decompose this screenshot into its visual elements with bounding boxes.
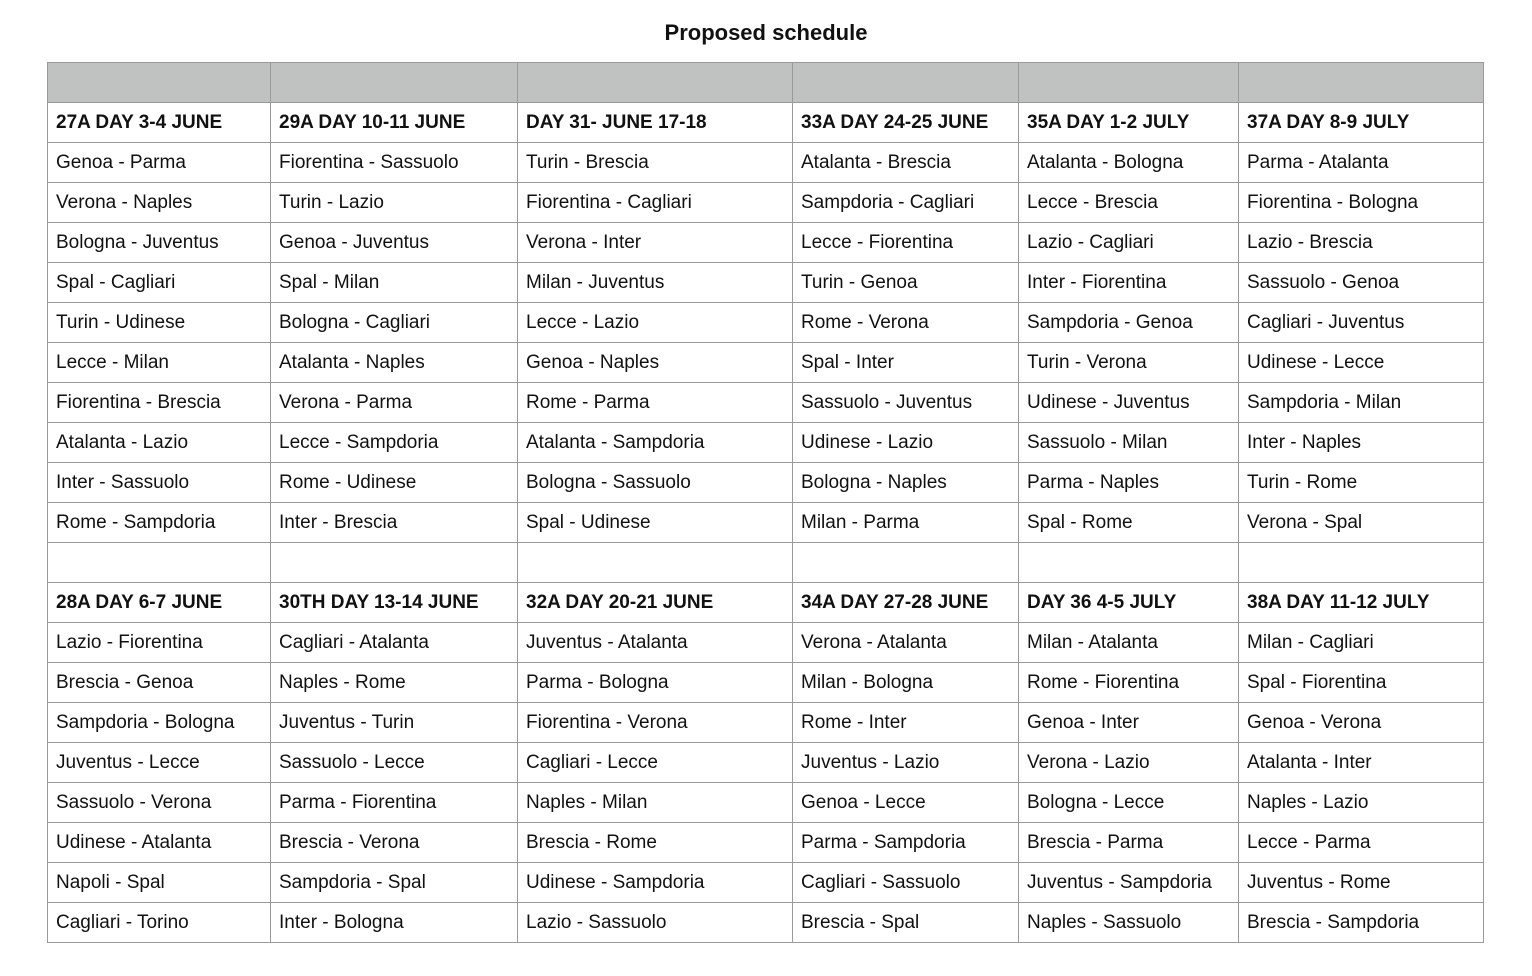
match-cell: Atalanta - Sampdoria <box>518 423 793 463</box>
match-cell: Rome - Sampdoria <box>48 503 271 543</box>
match-cell: Fiorentina - Verona <box>518 703 793 743</box>
round-label: 29A DAY 10-11 JUNE <box>271 103 518 143</box>
match-cell: Lecce - Parma <box>1239 823 1484 863</box>
match-cell: Milan - Cagliari <box>1239 623 1484 663</box>
page-title: Proposed schedule <box>664 20 868 45</box>
match-cell: Inter - Naples <box>1239 423 1484 463</box>
empty-cell <box>1019 63 1239 103</box>
match-cell: Verona - Atalanta <box>793 623 1019 663</box>
empty-cell <box>793 63 1019 103</box>
match-cell: Cagliari - Lecce <box>518 743 793 783</box>
match-cell: Udinese - Lecce <box>1239 343 1484 383</box>
match-cell: Napoli - Spal <box>48 863 271 903</box>
match-row <box>48 863 1484 903</box>
match-cell: Spal - Rome <box>1019 503 1239 543</box>
match-cell: Naples - Milan <box>518 783 793 823</box>
round-label: DAY 36 4-5 JULY <box>1019 583 1239 623</box>
match-row <box>48 303 1484 343</box>
match-cell: Turin - Genoa <box>793 263 1019 303</box>
match-cell: Naples - Rome <box>271 663 518 703</box>
match-cell: Milan - Parma <box>793 503 1019 543</box>
match-cell: Genoa - Lecce <box>793 783 1019 823</box>
match-cell: Genoa - Juventus <box>271 223 518 263</box>
match-cell: Verona - Inter <box>518 223 793 263</box>
match-cell: Parma - Sampdoria <box>793 823 1019 863</box>
match-cell: Bologna - Lecce <box>1019 783 1239 823</box>
match-cell: Atalanta - Naples <box>271 343 518 383</box>
match-cell: Lecce - Milan <box>48 343 271 383</box>
match-cell: Bologna - Juventus <box>48 223 271 263</box>
match-cell: Juventus - Sampdoria <box>1019 863 1239 903</box>
round-label: 28A DAY 6-7 JUNE <box>48 583 271 623</box>
match-cell: Bologna - Cagliari <box>271 303 518 343</box>
spacer-row <box>48 543 1484 583</box>
match-cell: Juventus - Lazio <box>793 743 1019 783</box>
match-cell: Spal - Inter <box>793 343 1019 383</box>
match-cell: Lazio - Cagliari <box>1019 223 1239 263</box>
match-cell: Cagliari - Sassuolo <box>793 863 1019 903</box>
match-cell: Sassuolo - Lecce <box>271 743 518 783</box>
empty-cell <box>1239 543 1484 583</box>
empty-cell <box>271 63 518 103</box>
match-cell: Spal - Cagliari <box>48 263 271 303</box>
match-cell: Inter - Bologna <box>271 903 518 943</box>
match-cell: Milan - Atalanta <box>1019 623 1239 663</box>
match-cell: Inter - Fiorentina <box>1019 263 1239 303</box>
match-cell: Rome - Verona <box>793 303 1019 343</box>
empty-cell <box>1019 543 1239 583</box>
match-cell: Genoa - Naples <box>518 343 793 383</box>
match-row <box>48 703 1484 743</box>
match-cell: Sampdoria - Cagliari <box>793 183 1019 223</box>
match-row <box>48 143 1484 183</box>
match-cell: Fiorentina - Sassuolo <box>271 143 518 183</box>
match-cell: Milan - Bologna <box>793 663 1019 703</box>
match-cell: Atalanta - Lazio <box>48 423 271 463</box>
empty-cell <box>1239 63 1484 103</box>
match-cell: Lazio - Sassuolo <box>518 903 793 943</box>
match-cell: Fiorentina - Cagliari <box>518 183 793 223</box>
match-row <box>48 503 1484 543</box>
match-cell: Turin - Verona <box>1019 343 1239 383</box>
match-cell: Verona - Spal <box>1239 503 1484 543</box>
match-cell: Lazio - Fiorentina <box>48 623 271 663</box>
round-label: 37A DAY 8-9 JULY <box>1239 103 1484 143</box>
match-cell: Rome - Parma <box>518 383 793 423</box>
match-cell: Verona - Parma <box>271 383 518 423</box>
match-row <box>48 463 1484 503</box>
match-cell: Lecce - Brescia <box>1019 183 1239 223</box>
round-label: 33A DAY 24-25 JUNE <box>793 103 1019 143</box>
match-cell: Udinese - Lazio <box>793 423 1019 463</box>
match-cell: Lecce - Lazio <box>518 303 793 343</box>
match-cell: Cagliari - Juventus <box>1239 303 1484 343</box>
match-cell: Lecce - Sampdoria <box>271 423 518 463</box>
match-cell: Sassuolo - Juventus <box>793 383 1019 423</box>
match-cell: Rome - Inter <box>793 703 1019 743</box>
empty-cell <box>48 543 271 583</box>
match-cell: Rome - Udinese <box>271 463 518 503</box>
round-label: 30TH DAY 13-14 JUNE <box>271 583 518 623</box>
match-cell: Udinese - Juventus <box>1019 383 1239 423</box>
match-cell: Genoa - Inter <box>1019 703 1239 743</box>
match-cell: Brescia - Parma <box>1019 823 1239 863</box>
schedule-table <box>47 62 1484 943</box>
round-label: 34A DAY 27-28 JUNE <box>793 583 1019 623</box>
match-row <box>48 823 1484 863</box>
round-label: 38A DAY 11-12 JULY <box>1239 583 1484 623</box>
match-cell: Spal - Milan <box>271 263 518 303</box>
match-cell: Cagliari - Atalanta <box>271 623 518 663</box>
match-cell: Turin - Lazio <box>271 183 518 223</box>
match-cell: Parma - Atalanta <box>1239 143 1484 183</box>
match-cell: Udinese - Atalanta <box>48 823 271 863</box>
match-cell: Parma - Naples <box>1019 463 1239 503</box>
match-cell: Verona - Lazio <box>1019 743 1239 783</box>
match-cell: Udinese - Sampdoria <box>518 863 793 903</box>
match-cell: Turin - Udinese <box>48 303 271 343</box>
empty-cell <box>518 543 793 583</box>
empty-cell <box>793 543 1019 583</box>
match-cell: Rome - Fiorentina <box>1019 663 1239 703</box>
schedule-body <box>48 63 1484 943</box>
match-row <box>48 783 1484 823</box>
round-label: 27A DAY 3-4 JUNE <box>48 103 271 143</box>
match-cell: Juventus - Rome <box>1239 863 1484 903</box>
match-cell: Sampdoria - Genoa <box>1019 303 1239 343</box>
match-cell: Naples - Sassuolo <box>1019 903 1239 943</box>
match-cell: Turin - Brescia <box>518 143 793 183</box>
match-cell: Bologna - Sassuolo <box>518 463 793 503</box>
match-cell: Milan - Juventus <box>518 263 793 303</box>
round-header-row <box>48 583 1484 623</box>
match-cell: Parma - Bologna <box>518 663 793 703</box>
match-cell: Sassuolo - Milan <box>1019 423 1239 463</box>
match-row <box>48 183 1484 223</box>
match-cell: Spal - Fiorentina <box>1239 663 1484 703</box>
match-row <box>48 663 1484 703</box>
round-label: DAY 31- JUNE 17-18 <box>518 103 793 143</box>
match-cell: Atalanta - Bologna <box>1019 143 1239 183</box>
empty-cell <box>518 63 793 103</box>
empty-cell <box>48 63 271 103</box>
match-cell: Brescia - Rome <box>518 823 793 863</box>
match-cell: Brescia - Spal <box>793 903 1019 943</box>
match-cell: Sampdoria - Milan <box>1239 383 1484 423</box>
match-cell: Atalanta - Inter <box>1239 743 1484 783</box>
match-cell: Fiorentina - Brescia <box>48 383 271 423</box>
match-cell: Juventus - Turin <box>271 703 518 743</box>
header-band-row <box>48 63 1484 103</box>
match-row <box>48 423 1484 463</box>
match-row <box>48 223 1484 263</box>
match-cell: Naples - Lazio <box>1239 783 1484 823</box>
match-cell: Lazio - Brescia <box>1239 223 1484 263</box>
empty-cell <box>271 543 518 583</box>
match-cell: Sassuolo - Genoa <box>1239 263 1484 303</box>
match-cell: Atalanta - Brescia <box>793 143 1019 183</box>
match-cell: Juventus - Lecce <box>48 743 271 783</box>
match-row <box>48 383 1484 423</box>
match-cell: Juventus - Atalanta <box>518 623 793 663</box>
match-cell: Inter - Brescia <box>271 503 518 543</box>
round-label: 32A DAY 20-21 JUNE <box>518 583 793 623</box>
match-row <box>48 743 1484 783</box>
match-cell: Sampdoria - Bologna <box>48 703 271 743</box>
match-cell: Brescia - Sampdoria <box>1239 903 1484 943</box>
match-cell: Cagliari - Torino <box>48 903 271 943</box>
match-row <box>48 343 1484 383</box>
match-cell: Lecce - Fiorentina <box>793 223 1019 263</box>
match-cell: Brescia - Genoa <box>48 663 271 703</box>
match-cell: Verona - Naples <box>48 183 271 223</box>
match-cell: Parma - Fiorentina <box>271 783 518 823</box>
match-row <box>48 903 1484 943</box>
match-cell: Turin - Rome <box>1239 463 1484 503</box>
match-cell: Sampdoria - Spal <box>271 863 518 903</box>
match-cell: Sassuolo - Verona <box>48 783 271 823</box>
match-cell: Genoa - Parma <box>48 143 271 183</box>
match-cell: Spal - Udinese <box>518 503 793 543</box>
match-cell: Genoa - Verona <box>1239 703 1484 743</box>
match-row <box>48 263 1484 303</box>
match-cell: Brescia - Verona <box>271 823 518 863</box>
match-row <box>48 623 1484 663</box>
match-cell: Fiorentina - Bologna <box>1239 183 1484 223</box>
round-label: 35A DAY 1-2 JULY <box>1019 103 1239 143</box>
match-cell: Inter - Sassuolo <box>48 463 271 503</box>
round-header-row <box>48 103 1484 143</box>
match-cell: Bologna - Naples <box>793 463 1019 503</box>
